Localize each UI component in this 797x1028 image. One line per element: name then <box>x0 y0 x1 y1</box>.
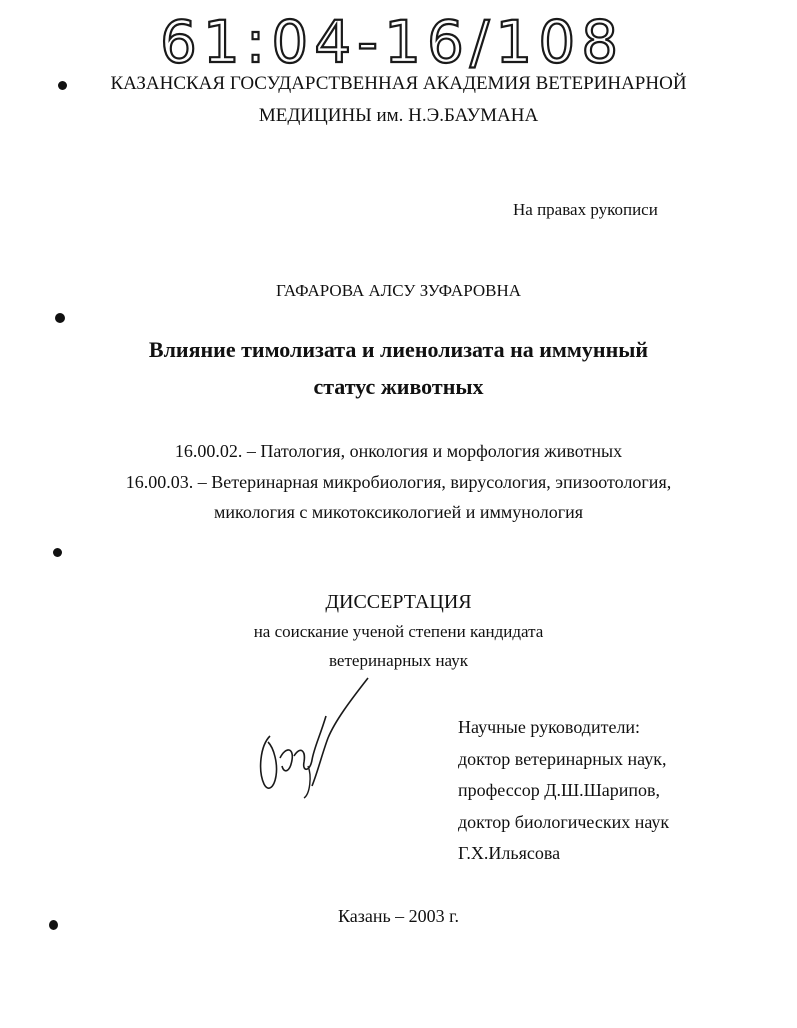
institution-line-2: МЕДИЦИНЫ им. Н.Э.БАУМАНА <box>258 105 539 126</box>
specialty-line-3: микология с микотоксикологией и иммунология <box>214 502 583 522</box>
advisor-name-1: профессор Д.Ш.Шарипов, <box>458 780 661 800</box>
signature <box>250 676 380 806</box>
dissertation-title-line-1: Влияние тимолизата и лиенолизата на иммунный <box>148 337 649 362</box>
advisor-degree-1: доктор ветеринарных наук, <box>458 748 667 769</box>
institution-line-1: КАЗАНСКАЯ ГОСУДАРСТВЕННАЯ АКАДЕМИЯ ВЕТЕРИНАРНОЙ <box>110 73 687 94</box>
specialty-line-2: 16.00.03. – Ветеринарная микробиология, вирусология, эпизоотология, <box>125 472 672 492</box>
author-name: ГАФАРОВА АЛСУ ЗУФАРОВНА <box>275 281 522 300</box>
margin-dot <box>55 313 65 323</box>
archive-number-text: 61:04-16/108 <box>160 8 625 76</box>
margin-dot <box>53 548 62 557</box>
advisor-name-2: Г.Х.Ильясова <box>458 843 561 863</box>
city-year: Казань – 2003 г. <box>337 906 460 926</box>
handwritten-archive-number <box>150 0 670 78</box>
dissertation-heading: ДИССЕРТАЦИЯ <box>325 591 472 613</box>
advisors-block <box>458 712 669 870</box>
degree-line-1: на соискание ученой степени кандидата <box>253 622 544 641</box>
rights-note: На правах рукописи <box>513 200 658 219</box>
dissertation-title-line-2: статус животных <box>313 374 484 399</box>
advisor-degree-2: доктор биологических наук <box>458 811 670 832</box>
advisors-heading: Научные руководители: <box>458 717 641 737</box>
specialty-line-1: 16.00.02. – Патология, онкология и морфология животных <box>174 441 623 461</box>
degree-line-2: ветеринарных наук <box>329 651 468 670</box>
